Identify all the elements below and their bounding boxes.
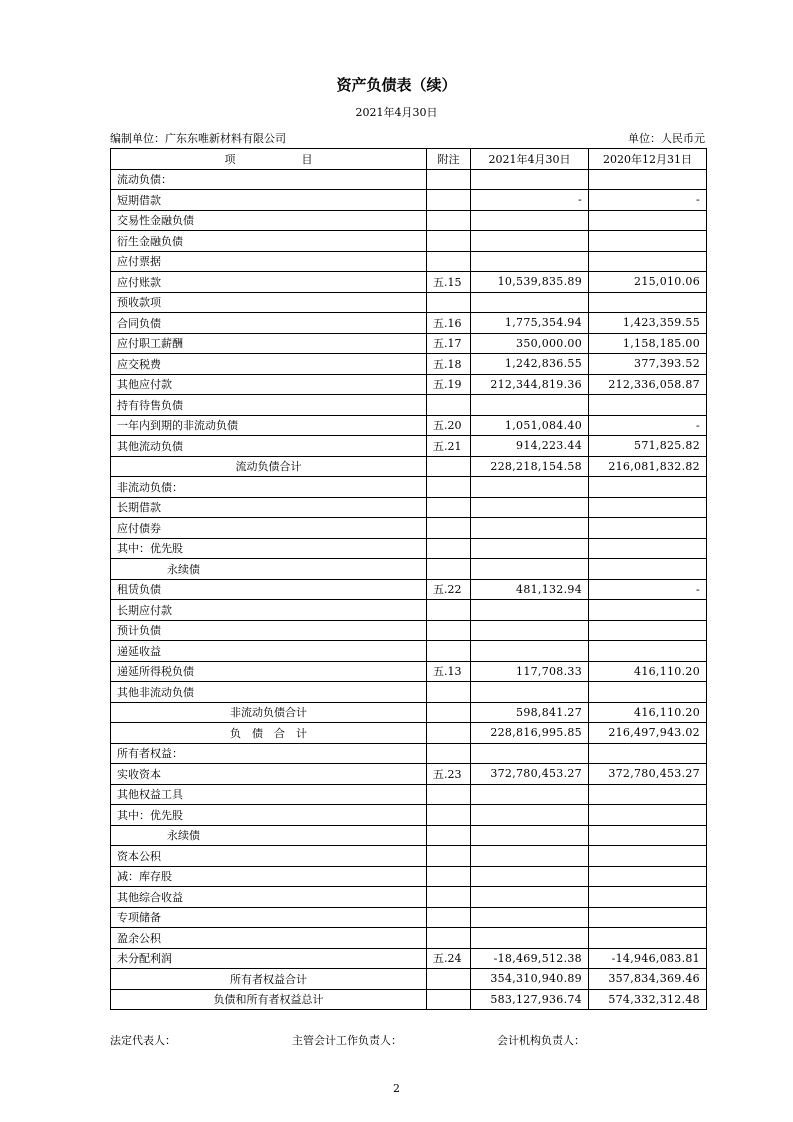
row-current-value	[471, 169, 589, 190]
row-label: 应交税费	[111, 354, 427, 375]
table-row	[111, 395, 707, 416]
row-current-value: 228,816,995.85	[471, 723, 589, 744]
row-current-value	[471, 477, 589, 498]
company-name: 编制单位：广东东唯新材料有限公司	[110, 132, 286, 145]
table-row	[111, 559, 707, 580]
row-current-value	[471, 825, 589, 846]
table-row	[111, 702, 707, 723]
page-title: 资产负债表（续）	[336, 76, 457, 94]
row-label: 其他非流动负债	[111, 682, 427, 703]
row-label: 应付票据	[111, 251, 427, 272]
row-note	[427, 456, 471, 477]
row-note: 五.16	[427, 313, 471, 334]
table-row	[111, 846, 707, 867]
table-row	[111, 251, 707, 272]
row-note: 五.19	[427, 374, 471, 395]
row-prior-value: 1,158,185.00	[589, 333, 707, 354]
row-note	[427, 784, 471, 805]
row-current-value: 583,127,936.74	[471, 989, 589, 1010]
row-label: 合同负债	[111, 313, 427, 334]
row-note	[427, 169, 471, 190]
currency-unit: 单位：人民币元	[628, 132, 705, 145]
row-note: 五.15	[427, 272, 471, 293]
table-row	[111, 620, 707, 641]
row-label: 应付账款	[111, 272, 427, 293]
row-note	[427, 538, 471, 559]
row-label: 盈余公积	[111, 928, 427, 949]
row-note	[427, 559, 471, 580]
row-note	[427, 641, 471, 662]
table-row	[111, 169, 707, 190]
row-note: 五.17	[427, 333, 471, 354]
table-body	[111, 169, 707, 1010]
table-row	[111, 292, 707, 313]
row-label: 负 债 合 计	[111, 723, 427, 744]
row-current-value	[471, 395, 589, 416]
table-row	[111, 579, 707, 600]
row-label: 长期借款	[111, 497, 427, 518]
row-current-value: 914,223.44	[471, 436, 589, 457]
table-row	[111, 866, 707, 887]
row-prior-value: 416,110.20	[589, 702, 707, 723]
row-note	[427, 907, 471, 928]
row-note	[427, 231, 471, 252]
row-label: 其中：优先股	[111, 805, 427, 826]
table-row	[111, 210, 707, 231]
row-note: 五.18	[427, 354, 471, 375]
row-label: 递延收益	[111, 641, 427, 662]
row-prior-value	[589, 538, 707, 559]
table-row	[111, 948, 707, 969]
row-label: 未分配利润	[111, 948, 427, 969]
row-note	[427, 928, 471, 949]
row-note	[427, 887, 471, 908]
row-prior-value	[589, 825, 707, 846]
row-note	[427, 395, 471, 416]
row-current-value: -18,469,512.38	[471, 948, 589, 969]
table-row	[111, 805, 707, 826]
accounting-head-label: 主管会计工作负责人：	[292, 1034, 402, 1047]
row-prior-value	[589, 784, 707, 805]
table-header-row	[111, 149, 707, 170]
row-note	[427, 743, 471, 764]
row-current-value	[471, 497, 589, 518]
row-label: 永续债	[111, 825, 427, 846]
table-row	[111, 743, 707, 764]
row-label: 交易性金融负债	[111, 210, 427, 231]
row-current-value	[471, 866, 589, 887]
table-row	[111, 907, 707, 928]
legal-representative-label: 法定代表人：	[110, 1034, 176, 1047]
row-current-value	[471, 620, 589, 641]
table-row	[111, 456, 707, 477]
table-row	[111, 969, 707, 990]
page-number: 2	[393, 1082, 400, 1095]
row-current-value: 1,242,836.55	[471, 354, 589, 375]
table-row	[111, 784, 707, 805]
row-prior-value: 216,081,832.82	[589, 456, 707, 477]
row-prior-value	[589, 743, 707, 764]
row-current-value	[471, 538, 589, 559]
table-row	[111, 641, 707, 662]
balance-sheet-table	[110, 148, 707, 1010]
row-note	[427, 477, 471, 498]
row-current-value: 117,708.33	[471, 661, 589, 682]
row-label: 实收资本	[111, 764, 427, 785]
row-current-value	[471, 641, 589, 662]
row-current-value: 212,344,819.36	[471, 374, 589, 395]
row-prior-value: -	[589, 579, 707, 600]
row-current-value	[471, 784, 589, 805]
row-label: 流动负债合计	[111, 456, 427, 477]
row-prior-value	[589, 682, 707, 703]
row-current-value: 481,132.94	[471, 579, 589, 600]
row-prior-value: -14,946,083.81	[589, 948, 707, 969]
row-label: 预收款项	[111, 292, 427, 313]
row-current-value	[471, 907, 589, 928]
row-prior-value	[589, 620, 707, 641]
row-label: 预计负债	[111, 620, 427, 641]
table-row	[111, 272, 707, 293]
table-row	[111, 333, 707, 354]
row-label: 流动负债：	[111, 169, 427, 190]
row-prior-value	[589, 497, 707, 518]
row-current-value: -	[471, 190, 589, 211]
table-row	[111, 190, 707, 211]
row-prior-value	[589, 600, 707, 621]
row-note: 五.20	[427, 415, 471, 436]
row-prior-value	[589, 292, 707, 313]
row-prior-value: 1,423,359.55	[589, 313, 707, 334]
row-prior-value	[589, 846, 707, 867]
row-prior-value	[589, 866, 707, 887]
accounting-dept-label: 会计机构负责人：	[497, 1034, 585, 1047]
table-row	[111, 764, 707, 785]
row-current-value: 598,841.27	[471, 702, 589, 723]
table-row	[111, 723, 707, 744]
row-note	[427, 702, 471, 723]
row-prior-value: 416,110.20	[589, 661, 707, 682]
row-prior-value	[589, 907, 707, 928]
table-row	[111, 989, 707, 1010]
row-prior-value	[589, 231, 707, 252]
row-note: 五.24	[427, 948, 471, 969]
row-prior-value	[589, 928, 707, 949]
row-current-value	[471, 805, 589, 826]
table-row	[111, 928, 707, 949]
row-note	[427, 620, 471, 641]
row-label: 非流动负债：	[111, 477, 427, 498]
row-current-value	[471, 682, 589, 703]
row-note	[427, 989, 471, 1010]
row-note	[427, 866, 471, 887]
row-prior-value: 571,825.82	[589, 436, 707, 457]
row-note	[427, 518, 471, 539]
row-note	[427, 682, 471, 703]
row-label: 所有者权益：	[111, 743, 427, 764]
row-current-value	[471, 887, 589, 908]
row-label: 减：库存股	[111, 866, 427, 887]
table-row	[111, 661, 707, 682]
row-note	[427, 825, 471, 846]
row-prior-value: 216,497,943.02	[589, 723, 707, 744]
row-prior-value	[589, 251, 707, 272]
row-current-value	[471, 518, 589, 539]
row-note: 五.23	[427, 764, 471, 785]
table-row	[111, 231, 707, 252]
header-item: 项 目	[111, 149, 427, 170]
row-note: 五.22	[427, 579, 471, 600]
row-prior-value	[589, 518, 707, 539]
row-prior-value	[589, 210, 707, 231]
row-current-value	[471, 292, 589, 313]
row-prior-value: -	[589, 415, 707, 436]
table-row	[111, 354, 707, 375]
row-current-value	[471, 231, 589, 252]
row-label: 非流动负债合计	[111, 702, 427, 723]
row-note	[427, 846, 471, 867]
row-label: 一年内到期的非流动负债	[111, 415, 427, 436]
row-note	[427, 805, 471, 826]
row-label: 递延所得税负债	[111, 661, 427, 682]
row-prior-value: 212,336,058.87	[589, 374, 707, 395]
row-label: 租赁负债	[111, 579, 427, 600]
row-current-value: 228,218,154.58	[471, 456, 589, 477]
row-note	[427, 497, 471, 518]
row-label: 资本公积	[111, 846, 427, 867]
row-current-value	[471, 559, 589, 580]
row-current-value: 1,051,084.40	[471, 415, 589, 436]
row-label: 短期借款	[111, 190, 427, 211]
row-note: 五.21	[427, 436, 471, 457]
row-current-value	[471, 743, 589, 764]
row-label: 其他综合收益	[111, 887, 427, 908]
row-note: 五.13	[427, 661, 471, 682]
row-prior-value	[589, 477, 707, 498]
row-note	[427, 969, 471, 990]
row-label: 其他权益工具	[111, 784, 427, 805]
row-note	[427, 210, 471, 231]
row-prior-value: 215,010.06	[589, 272, 707, 293]
row-prior-value: 377,393.52	[589, 354, 707, 375]
row-label: 专项储备	[111, 907, 427, 928]
row-prior-value	[589, 559, 707, 580]
table-row	[111, 477, 707, 498]
row-current-value: 372,780,453.27	[471, 764, 589, 785]
table-row	[111, 887, 707, 908]
table-row	[111, 825, 707, 846]
row-current-value: 350,000.00	[471, 333, 589, 354]
header-prior-period: 2020年12月31日	[589, 149, 707, 170]
row-label: 应付债券	[111, 518, 427, 539]
header-note: 附注	[427, 149, 471, 170]
header-current-period: 2021年4月30日	[471, 149, 589, 170]
row-current-value: 10,539,835.89	[471, 272, 589, 293]
row-note	[427, 251, 471, 272]
row-note	[427, 292, 471, 313]
row-current-value: 354,310,940.89	[471, 969, 589, 990]
table-row	[111, 415, 707, 436]
row-current-value: 1,775,354.94	[471, 313, 589, 334]
row-label: 衍生金融负债	[111, 231, 427, 252]
row-prior-value: 372,780,453.27	[589, 764, 707, 785]
row-prior-value: -	[589, 190, 707, 211]
row-label: 长期应付款	[111, 600, 427, 621]
table-row	[111, 313, 707, 334]
row-current-value	[471, 928, 589, 949]
table-row	[111, 436, 707, 457]
row-prior-value: 357,834,369.46	[589, 969, 707, 990]
row-note	[427, 190, 471, 211]
row-prior-value	[589, 169, 707, 190]
row-note	[427, 600, 471, 621]
row-prior-value	[589, 887, 707, 908]
row-label: 所有者权益合计	[111, 969, 427, 990]
row-current-value	[471, 846, 589, 867]
table-row	[111, 497, 707, 518]
row-label: 其他流动负债	[111, 436, 427, 457]
report-date: 2021年4月30日	[355, 106, 438, 119]
row-current-value	[471, 600, 589, 621]
row-label: 永续债	[111, 559, 427, 580]
row-current-value	[471, 210, 589, 231]
row-note	[427, 723, 471, 744]
row-prior-value: 574,332,312.48	[589, 989, 707, 1010]
table-row	[111, 682, 707, 703]
table-row	[111, 518, 707, 539]
row-prior-value	[589, 805, 707, 826]
row-label: 其他应付款	[111, 374, 427, 395]
row-label: 负债和所有者权益总计	[111, 989, 427, 1010]
row-prior-value	[589, 641, 707, 662]
table-row	[111, 374, 707, 395]
row-current-value	[471, 251, 589, 272]
table-row	[111, 538, 707, 559]
row-label: 应付职工薪酬	[111, 333, 427, 354]
table-row	[111, 600, 707, 621]
row-label: 持有待售负债	[111, 395, 427, 416]
row-prior-value	[589, 395, 707, 416]
row-label: 其中：优先股	[111, 538, 427, 559]
